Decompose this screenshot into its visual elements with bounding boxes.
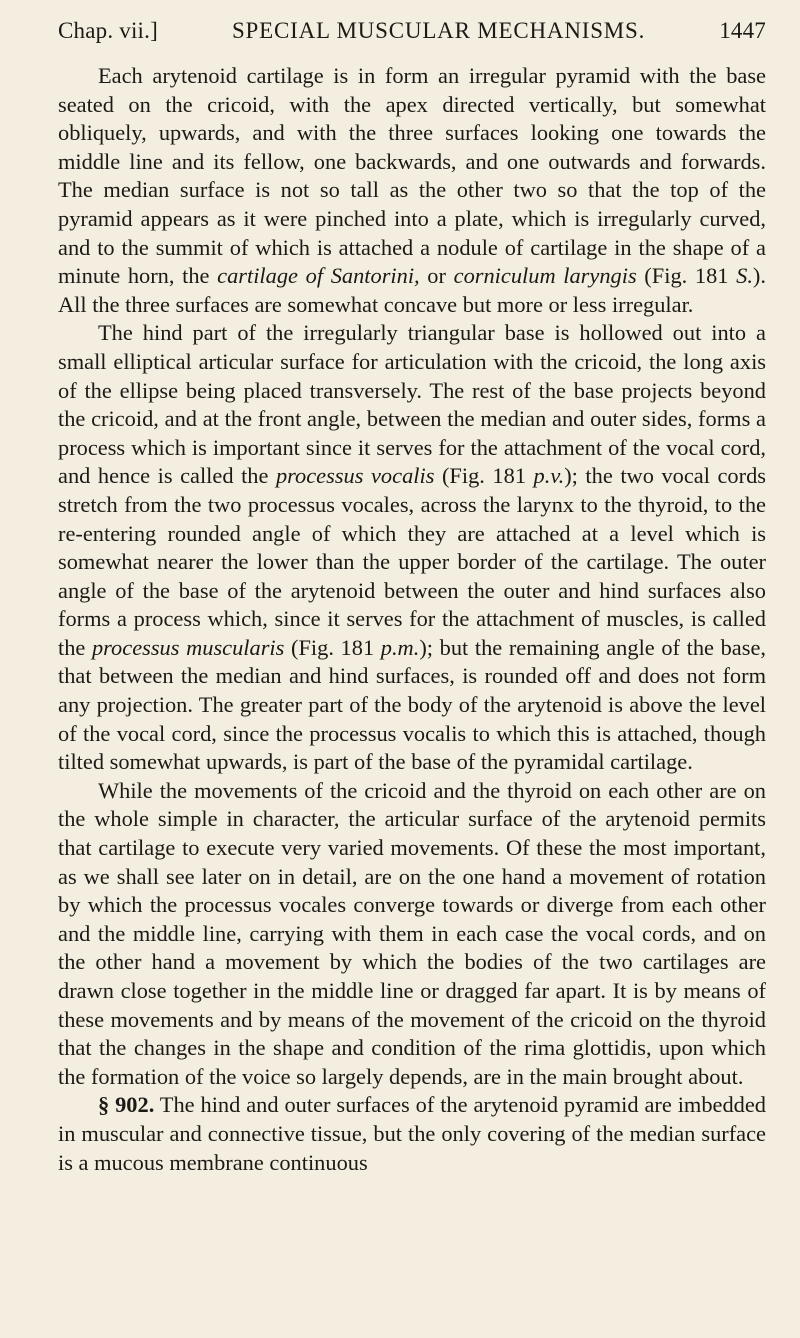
text-run: (Fig. 181 bbox=[284, 634, 381, 660]
text-run: ). All the three surfaces are somewhat concave but more or less irregular. bbox=[58, 263, 766, 317]
text-run: Each arytenoid cartilage is in form an irregular pyramid with the base seated on the cricoid, with the apex directed vertically, but somewhat obliquely, upwards, and with the three surfaces looking one towards the middle line and its fellow, one backwards, and one outwards and forwards. The median surface is not so tall as the other two so that the top of the pyramid appears as it were pinched into a plate, which is irregularly curved, and to the summit of which is attached a nodule of cartilage in the shape of a minute horn, the bbox=[58, 63, 766, 289]
section-number: § 902. bbox=[98, 1092, 155, 1118]
paragraph bbox=[58, 1091, 766, 1177]
italic-term: cartilage of Santorini, bbox=[217, 263, 420, 289]
page-number: 1447 bbox=[719, 18, 766, 43]
italic-term: p.v. bbox=[533, 463, 565, 489]
text-run: The hind and outer surfaces of the arytenoid pyramid are imbedded in muscular and connective tissue, but the only covering of the median surface is a mucous membrane continuous bbox=[58, 1092, 766, 1175]
italic-term: S. bbox=[736, 263, 753, 289]
paragraph bbox=[58, 319, 766, 777]
text-run: While the movements of the cricoid and the thyroid on each other are on the whole simple in character, the articular surface of the arytenoid permits that cartilage to execute very varied movements. Of these the most important, as we shall see later on in detail, are on the one hand a movement of rotation by which the processus vocales converge towards or diverge from each other and the middle line, carrying with them in each case the vocal cords, and on the other hand a movement by which the bodies of the two cartilages are drawn close together in the middle line or dragged far apart. It is by means of these movements and by means of the movement of the cricoid on the thyroid that the changes in the shape and condition of the rima glottidis, upon which the formation of the voice so largely depends, are in the main brought about. bbox=[58, 777, 766, 1089]
italic-term: p.m. bbox=[380, 634, 420, 660]
paragraph bbox=[58, 777, 766, 1092]
chapter-label: Chap. vii.] bbox=[58, 18, 158, 43]
text-run: or bbox=[419, 263, 454, 289]
body-text bbox=[58, 62, 766, 1177]
section-title: SPECIAL MUSCULAR MECHANISMS. bbox=[231, 18, 646, 43]
paragraph bbox=[58, 62, 766, 319]
italic-term: processus vocalis bbox=[275, 463, 435, 489]
italic-term: corniculum laryngis bbox=[453, 263, 637, 289]
text-run: (Fig. 181 bbox=[636, 263, 737, 289]
text-run: ); but the remaining angle of the base, that between the median and hind surfaces, is rounded off and does not form any projection. The greater part of the body of the arytenoid is above the level of the vocal cord, since the processus vocalis to which this is attached, though tilted somewhat upwards, is part of the base of the pyramidal cartilage. bbox=[58, 634, 766, 775]
text-run: ); the two vocal cords stretch from the two processus vocales, across the larynx to the thyroid, to the re-entering rounded angle of which they are attached at a level which is somewhat nearer the lower than the upper border of the cartilage. The outer angle of the base of the arytenoid between the outer and hind surfaces also forms a process which, since it serves for the attachment of muscles, is called the bbox=[58, 463, 766, 660]
running-header bbox=[58, 18, 766, 54]
text-run: The hind part of the irregularly triangular base is hollowed out into a small elliptical articular surface for articulation with the cricoid, the long axis of the ellipse being placed transversely. The rest of the base projects beyond the cricoid, and at the front angle, between the median and outer sides, forms a process which is important since it serves for the attachment of the vocal cord, and hence is called the bbox=[58, 320, 766, 489]
italic-term: processus muscularis bbox=[91, 634, 285, 660]
document-page bbox=[58, 18, 766, 1177]
text-run: (Fig. 181 bbox=[434, 463, 534, 489]
